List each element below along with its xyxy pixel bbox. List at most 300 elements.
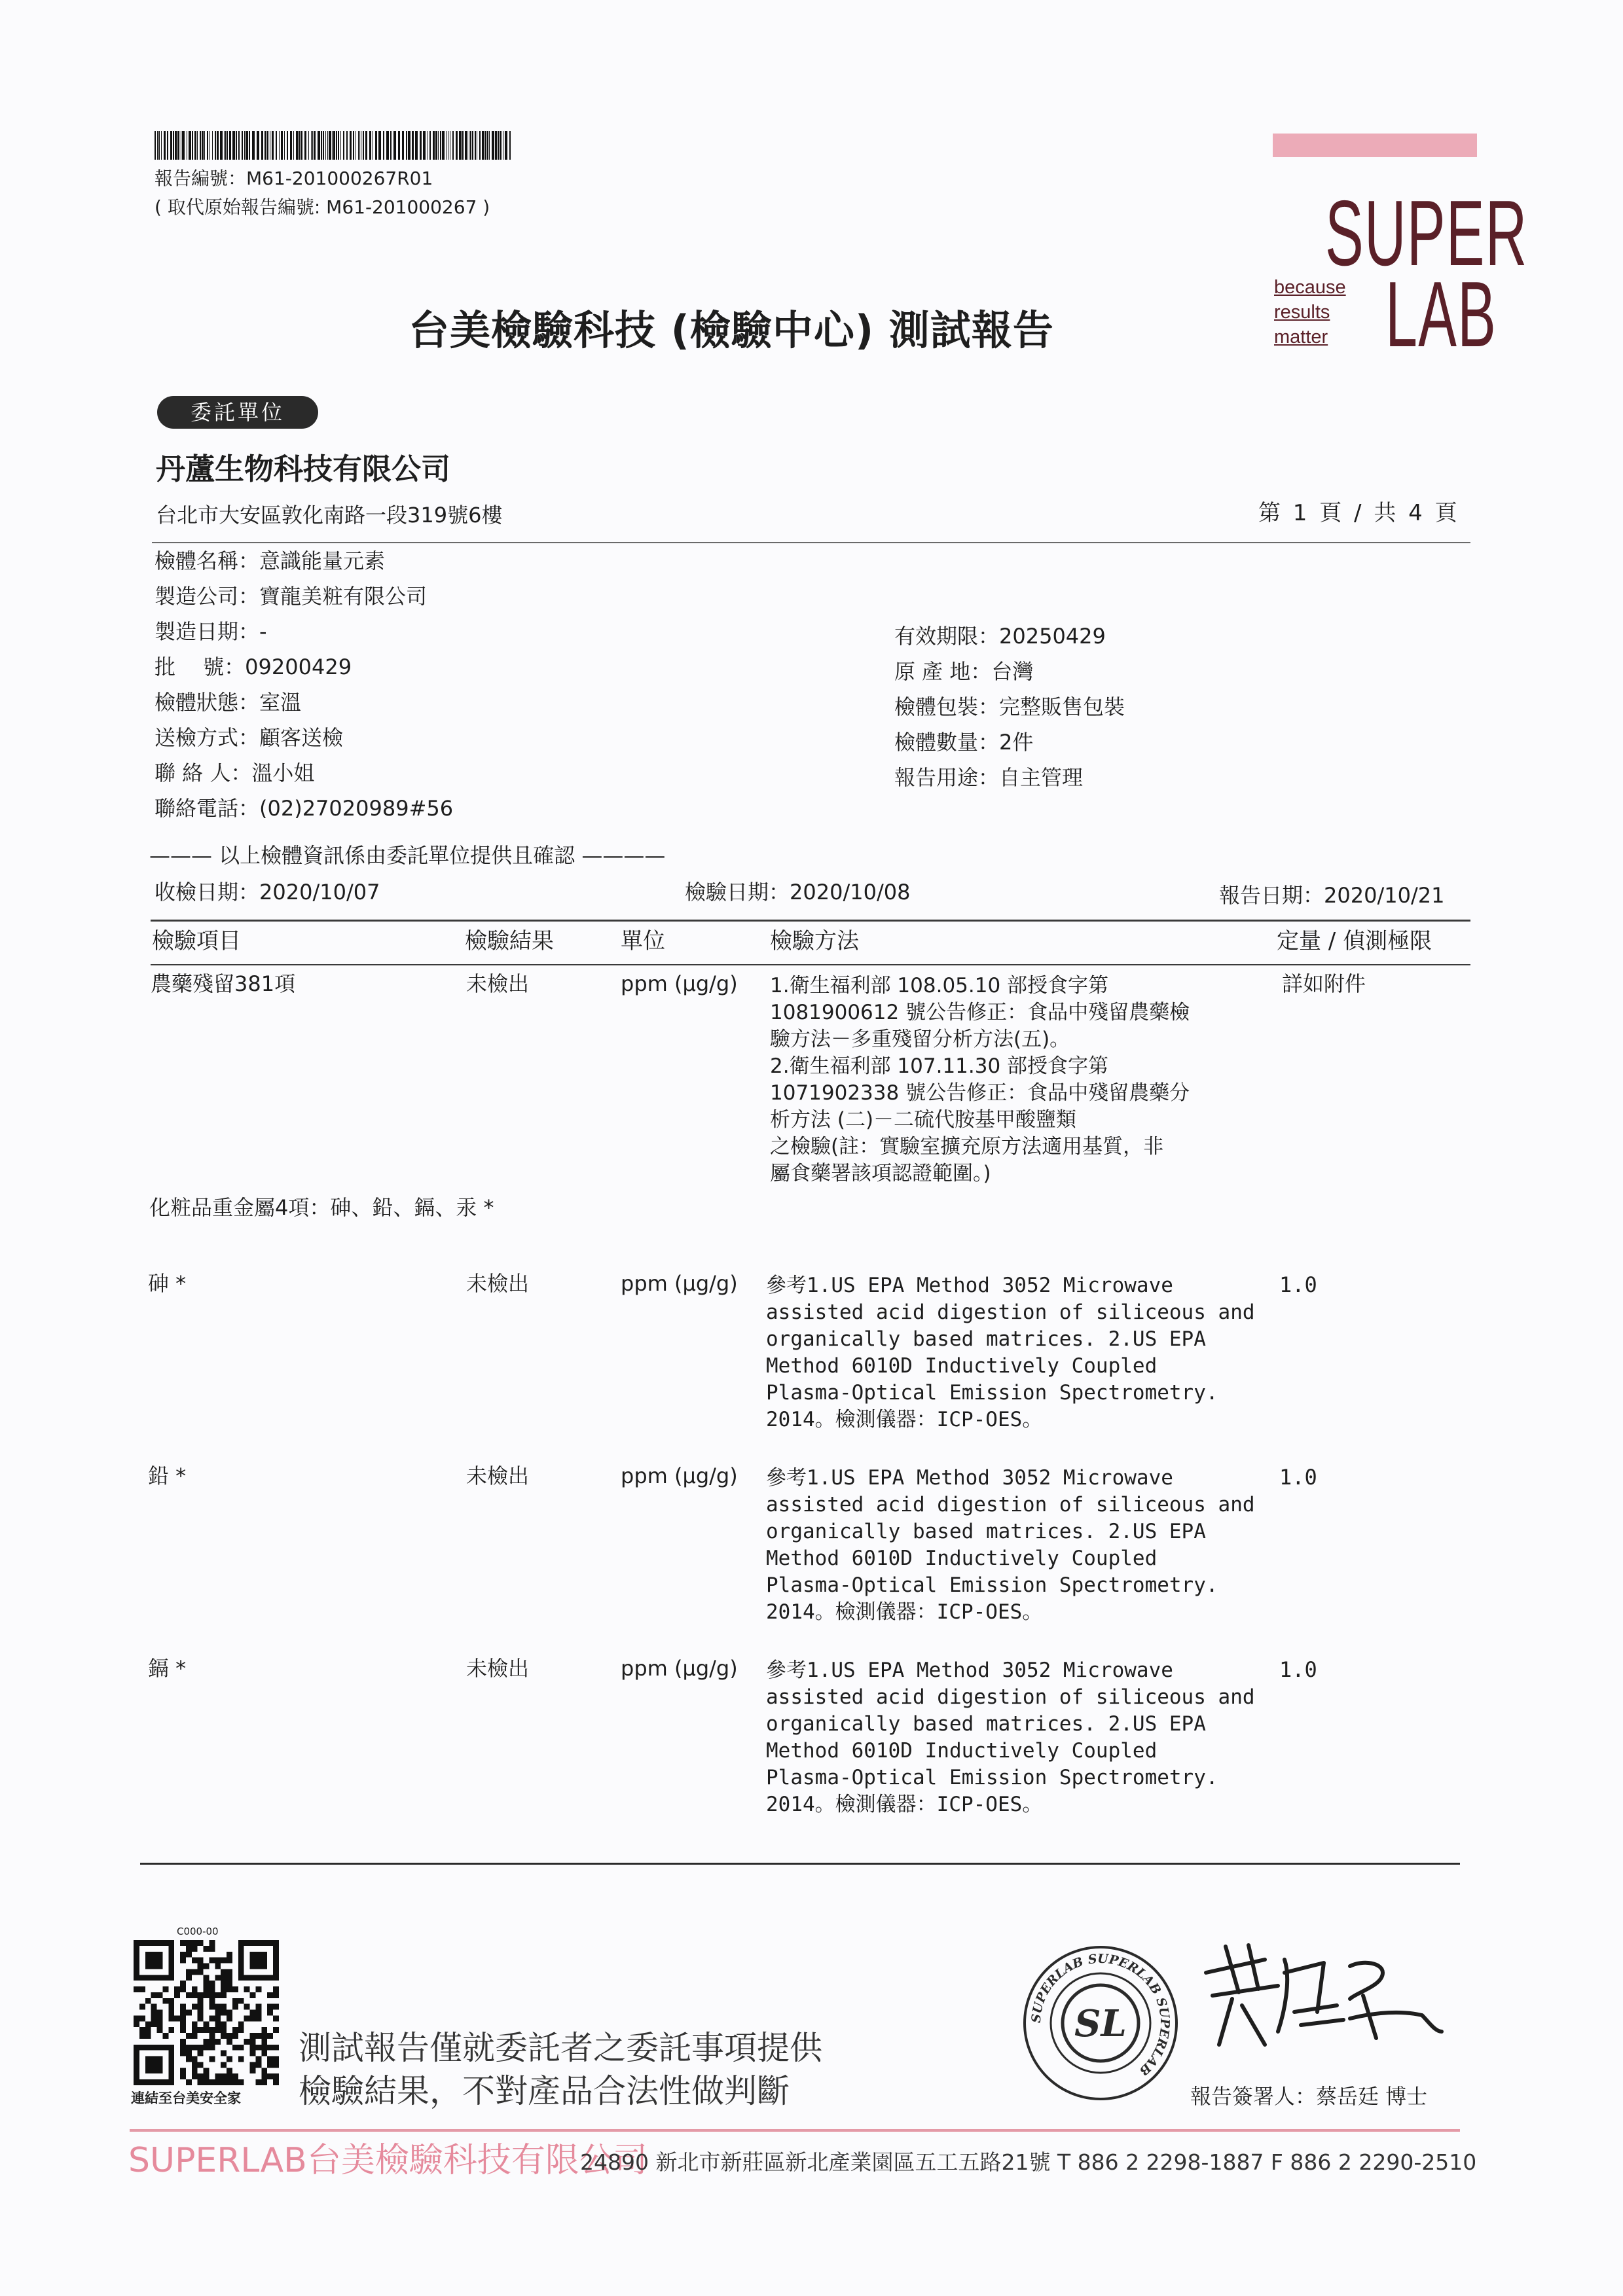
barcode-bar [225, 131, 227, 160]
row-method: 參考1.US EPA Method 3052 Microwave assisted acid digestion of siliceous and organically based matrices. 2.US EPA Method 6010D Inductively Coupled Plasma-Optical Emission Spectrometry. 2014。檢測儀器：ICP-OES。 [766, 1659, 1255, 1816]
row-item: 鉛 * [148, 1463, 187, 1488]
barcode-bar [495, 131, 497, 160]
qr-module [255, 2056, 261, 2062]
qr-module [204, 2027, 210, 2033]
barcode-bar [327, 131, 328, 160]
row-method: 參考1.US EPA Method 3052 Microwave assisted acid digestion of siliceous and organically based matrices. 2.US EPA Method 6010D Inductively Coupled Plasma-Optical Emission Spectrometry. 2014。檢測儀器：ICP-OES。 [766, 1274, 1255, 1431]
qr-module [198, 2004, 204, 2010]
qr-module [209, 2004, 215, 2010]
qr-module [261, 2073, 267, 2079]
barcode-bar [204, 131, 205, 160]
barcode-bar [232, 131, 235, 160]
qr-module [221, 2073, 227, 2079]
barcode-bar [287, 131, 288, 160]
qr-module [151, 2015, 157, 2021]
qr-module [145, 1998, 151, 2004]
qr-module [145, 1952, 163, 1969]
barcode-bar [393, 131, 396, 160]
qr-module [168, 2027, 174, 2033]
qr-module [209, 1986, 215, 1992]
qr-module [145, 2033, 151, 2039]
qr-module [215, 1958, 221, 1964]
barcode-bar [509, 131, 511, 160]
qr-module [204, 2079, 210, 2085]
sample-state: 檢體狀態：室溫 [155, 690, 302, 715]
delivery-method: 送檢方式：顧客送檢 [155, 725, 344, 750]
barcode-bar [279, 131, 280, 160]
qr-module [261, 2027, 267, 2033]
barcode-bar [284, 131, 285, 160]
barcode-bar [487, 131, 488, 160]
qr-module [180, 2051, 186, 2056]
qr-module [232, 2045, 238, 2051]
qr-module [180, 2004, 186, 2010]
qr-module [186, 1969, 192, 1975]
qr-module [227, 2033, 232, 2039]
barcode-bar [452, 131, 454, 160]
barcode-bar [363, 131, 364, 160]
qr-module [273, 2079, 279, 2085]
barcode-bar [170, 131, 172, 160]
date-received: 收檢日期：2020/10/07 [155, 880, 380, 905]
qr-module [238, 2021, 244, 2027]
row-result: 未檢出 [466, 1271, 530, 1296]
qr-module [209, 1946, 215, 1952]
qr-module [204, 1975, 210, 1981]
qr-module [209, 1981, 215, 1986]
qr-module [162, 1986, 168, 1992]
qr-module [255, 2033, 261, 2039]
barcode-bar [281, 131, 283, 160]
qr-module [221, 2051, 227, 2056]
qr-module [267, 1992, 273, 1998]
qr-module [186, 2010, 192, 2016]
qr-module [139, 2027, 145, 2033]
qr-module [151, 2010, 157, 2016]
qr-module [273, 2045, 279, 2051]
barcode-bar [329, 131, 331, 160]
manufacturer: 製造公司：寶龍美粧有限公司 [155, 584, 428, 609]
qr-module [250, 2051, 256, 2056]
barcode-bar [257, 131, 259, 160]
contact-person: 聯 絡 人：溫小姐 [155, 761, 315, 785]
barcode-bar [470, 131, 471, 160]
logo-super-text: SUPER [1325, 181, 1528, 285]
qr-module [180, 1958, 186, 1964]
contact-phone: 聯絡電話：(02)27020989#56 [155, 796, 454, 821]
qr-code-icon[interactable] [134, 1940, 279, 2085]
report-purpose: 報告用途：自主管理 [894, 765, 1084, 790]
qr-module [215, 1964, 221, 1969]
barcode-bar [158, 131, 160, 160]
qr-module [134, 1986, 139, 1992]
row-item: 鎘 * [148, 1656, 187, 1681]
qr-module [238, 2079, 244, 2085]
row-limit: 1.0 [1279, 1657, 1317, 1682]
qr-module [250, 1992, 256, 1998]
qr-module [209, 1940, 215, 1946]
qr-module [180, 1940, 186, 1946]
row-item: 砷 * [148, 1271, 187, 1296]
barcode-bar [314, 131, 316, 160]
barcode-bar [207, 131, 208, 160]
qr-module [180, 1952, 186, 1958]
qr-module [215, 2021, 221, 2027]
qr-module [238, 2056, 244, 2062]
qr-module [180, 2068, 186, 2073]
qr-module [267, 2045, 273, 2051]
page-indicator: 第 1 頁 / 共 4 頁 [1258, 500, 1460, 526]
barcode-bar [173, 131, 174, 160]
qr-module [250, 2068, 256, 2073]
qr-module [215, 1992, 221, 1998]
qr-module [198, 1992, 204, 1998]
qr-module [180, 2015, 186, 2021]
qr-module [157, 2015, 163, 2021]
qr-module [232, 2004, 238, 2010]
qr-module [192, 1946, 198, 1952]
barcode-bar [192, 131, 193, 160]
barcode-bar [462, 131, 464, 160]
seal-ring-text: SUPERLAB SUPERLAB SUPERLAB [1029, 1951, 1173, 2079]
qr-module [209, 2056, 215, 2062]
barcode-bar [408, 131, 410, 160]
barcode-bar [229, 131, 231, 160]
qr-module [255, 2062, 261, 2068]
report-title: 台美檢驗科技 (檢驗中心) 測試報告 [409, 306, 1054, 354]
qr-module [180, 2027, 186, 2033]
row-method: 1.衛生福利部 108.05.10 部授食字第 1081900612 號公告修正：食品中殘留農藥檢 驗方法－多重殘留分析方法(五)。 2.衛生福利部 107.11.30 部授食字第 1071902338 號公告修正：食品中殘留農藥分 析方法 (二)－二硫代胺基甲酸鹽類 之檢驗(註：實驗室擴充原方法適用基質，非 屬食藥署該項認證範圍。) [770, 974, 1190, 1185]
qr-module [215, 2039, 221, 2045]
qr-module [204, 2073, 210, 2079]
barcode-bar [429, 131, 431, 160]
qr-module [180, 2073, 186, 2079]
barcode-bar [433, 131, 435, 160]
qr-module [215, 2073, 221, 2079]
barcode-bar [479, 131, 481, 160]
date-inspection: 檢驗日期：2020/10/08 [685, 880, 911, 905]
qr-module [273, 2062, 279, 2068]
qr-module [186, 1940, 192, 1946]
qr-module [273, 2056, 279, 2062]
qr-module [250, 1952, 268, 1969]
company-seal-icon [1021, 1944, 1180, 2102]
client-name: 丹蘆生物科技有限公司 [156, 452, 451, 486]
barcode-bar [369, 131, 371, 160]
barcode-bar [412, 131, 414, 160]
qr-module [244, 2039, 250, 2045]
qr-module [209, 2033, 215, 2039]
header-method: 檢驗方法 [770, 928, 859, 954]
qr-module [198, 2073, 204, 2079]
qr-module [209, 1998, 215, 2004]
qr-module [139, 2015, 145, 2021]
qr-module [186, 1946, 192, 1952]
barcode-bar [343, 131, 344, 160]
qr-module [180, 1986, 186, 1992]
qr-module [267, 2033, 273, 2039]
barcode-bar [338, 131, 339, 160]
qr-module [192, 1969, 198, 1975]
barcode-bar [402, 131, 404, 160]
row-item: 農藥殘留381項 [151, 971, 296, 996]
qr-module [221, 2027, 227, 2033]
barcode-bar [438, 131, 439, 160]
barcode-bar [167, 131, 168, 160]
row-result: 未檢出 [466, 971, 530, 996]
qr-module [151, 2004, 157, 2010]
client-address: 台北市大安區敦化南路一段319號6樓 [156, 503, 503, 528]
qr-module [204, 2021, 210, 2027]
barcode-bar [238, 131, 240, 160]
qr-module [227, 2068, 232, 2073]
qr-module [267, 2004, 273, 2010]
barcode-bar [227, 131, 228, 160]
qr-module [192, 2021, 198, 2027]
qr-module [215, 2027, 221, 2033]
barcode-bar [177, 131, 179, 160]
barcode-bar [293, 131, 294, 160]
barcode-bar [246, 131, 248, 160]
sample-quantity: 檢體數量：2件 [894, 730, 1034, 755]
barcode-bar [336, 131, 337, 160]
qr-module [139, 2004, 145, 2010]
qr-module [227, 1981, 232, 1986]
barcode-bar [398, 131, 400, 160]
barcode-bar [350, 131, 352, 160]
barcode-bar [482, 131, 484, 160]
provided-note: ——— 以上檢體資訊係由委託單位提供且確認 ———— [149, 843, 666, 868]
qr-module [215, 1975, 221, 1981]
barcode-bar [383, 131, 384, 160]
header-unit: 單位 [621, 928, 665, 954]
row-result: 未檢出 [466, 1656, 530, 1681]
qr-module [209, 1992, 215, 1998]
qr-module [244, 2015, 250, 2021]
qr-code-label: C000-00 [177, 1926, 219, 1937]
group-heading: 化粧品重金屬4項：砷、鉛、鎘、汞 * [149, 1195, 494, 1220]
barcode-bar [164, 131, 166, 160]
barcode-bar [420, 131, 422, 160]
barcode-bar [353, 131, 354, 160]
barcode-bar [435, 131, 437, 160]
footer-rule [140, 1863, 1460, 1865]
barcode [155, 131, 512, 160]
qr-module [221, 1975, 227, 1981]
qr-module [186, 2079, 192, 2085]
barcode-bar [446, 131, 447, 160]
qr-module [250, 2039, 256, 2045]
qr-module [204, 2068, 210, 2073]
tagline-line: because [1274, 277, 1346, 298]
barcode-bar [290, 131, 292, 160]
qr-module [151, 1992, 157, 1998]
qr-module [250, 2033, 256, 2039]
qr-module [192, 2045, 198, 2051]
tagline-line: matter [1274, 327, 1328, 348]
qr-module [192, 2033, 198, 2039]
header-result: 檢驗結果 [465, 928, 554, 954]
qr-module [221, 2004, 227, 2010]
qr-module [250, 2045, 256, 2051]
qr-module [198, 1969, 204, 1975]
barcode-bar [194, 131, 196, 160]
row-method: 參考1.US EPA Method 3052 Microwave assisted acid digestion of siliceous and organically based matrices. 2.US EPA Method 6010D Inductively Coupled Plasma-Optical Emission Spectrometry. 2014。檢測儀器：ICP-OES。 [766, 1466, 1255, 1624]
barcode-bar [378, 131, 381, 160]
barcode-bar [359, 131, 360, 160]
qr-module [168, 2004, 174, 2010]
barcode-bar [308, 131, 309, 160]
qr-module [209, 2045, 215, 2051]
barcode-bar [215, 131, 216, 160]
barcode-bar [236, 131, 237, 160]
qr-module [157, 2027, 163, 2033]
qr-module [215, 2079, 221, 2085]
qr-module [134, 2021, 139, 2027]
qr-module [204, 1946, 210, 1952]
qr-module [157, 2021, 163, 2027]
qr-module [145, 2021, 151, 2027]
barcode-bar [475, 131, 476, 160]
qr-module [186, 2045, 192, 2051]
barcode-bar [175, 131, 177, 160]
barcode-bar [442, 131, 445, 160]
barcode-bar [249, 131, 250, 160]
qr-module [232, 2073, 238, 2079]
barcode-bar [406, 131, 407, 160]
qr-module [174, 1992, 180, 1998]
barcode-bar [200, 131, 201, 160]
qr-module [209, 2039, 215, 2045]
qr-module [227, 1958, 232, 1964]
barcode-bar [492, 131, 494, 160]
barcode-bar [323, 131, 324, 160]
qr-module [204, 1964, 210, 1969]
barcode-bar [244, 131, 246, 160]
qr-module [198, 1998, 204, 2004]
qr-module [221, 2079, 227, 2085]
qr-module [209, 1958, 215, 1964]
qr-module [227, 2010, 232, 2016]
barcode-bar [485, 131, 486, 160]
packaging: 檢體包裝：完整販售包裝 [894, 694, 1125, 719]
barcode-bar [301, 131, 302, 160]
qr-module [180, 2021, 186, 2027]
qr-module [255, 2015, 261, 2021]
barcode-bar [375, 131, 377, 160]
qr-module [261, 2033, 267, 2039]
barcode-bar [304, 131, 306, 160]
qr-module [198, 1964, 204, 1969]
signer: 報告簽署人：蔡岳廷 博士 [1190, 2084, 1428, 2109]
qr-module [232, 2079, 238, 2085]
qr-module [215, 2010, 221, 2016]
qr-module [192, 2004, 198, 2010]
barcode-bar [423, 131, 426, 160]
qr-module [204, 1986, 210, 1992]
qr-module [198, 1940, 204, 1946]
qr-module [273, 1992, 279, 1998]
barcode-bar [365, 131, 367, 160]
qr-module [145, 2027, 151, 2033]
qr-module [261, 2039, 267, 2045]
qr-module [221, 1969, 227, 1975]
qr-module [198, 2051, 204, 2056]
barcode-bar [264, 131, 266, 160]
barcode-bar [459, 131, 462, 160]
qr-module [238, 2045, 244, 2051]
qr-module [238, 2027, 244, 2033]
qr-module [227, 1952, 232, 1958]
qr-module [250, 2062, 256, 2068]
expiry-date: 有效期限：20250429 [894, 624, 1106, 649]
qr-module [180, 2045, 186, 2051]
qr-module [186, 1975, 192, 1981]
barcode-bar [217, 131, 219, 160]
qr-module [180, 1981, 186, 1986]
qr-module [186, 1992, 192, 1998]
barcode-bar [261, 131, 263, 160]
qr-module [198, 2027, 204, 2033]
qr-caption: 連結至台美安全家 [131, 2090, 241, 2106]
qr-module [192, 2062, 198, 2068]
qr-module [198, 2045, 204, 2051]
qr-module [227, 2073, 232, 2079]
qr-module [221, 1986, 227, 1992]
qr-module [192, 2056, 198, 2062]
qr-module [261, 2045, 267, 2051]
qr-module [204, 2045, 210, 2051]
qr-module [209, 2015, 215, 2021]
qr-module [255, 2004, 261, 2010]
barcode-bar [189, 131, 191, 160]
barcode-bar [242, 131, 243, 160]
qr-module [221, 1992, 227, 1998]
barcode-bar [390, 131, 392, 160]
barcode-bar [333, 131, 335, 160]
footer-company: SUPERLAB台美檢驗科技有限公司 [128, 2141, 647, 2180]
manufacture-date: 製造日期：- [155, 619, 267, 644]
qr-module [168, 1998, 174, 2004]
qr-module [221, 2010, 227, 2016]
qr-module [244, 1986, 250, 1992]
qr-module [273, 2073, 279, 2079]
qr-module [232, 1998, 238, 2004]
qr-module [192, 2027, 198, 2033]
qr-module [273, 2004, 279, 2010]
qr-module [174, 1986, 180, 1992]
row-unit: ppm (μg/g) [621, 1271, 738, 1296]
header-limit: 定量 / 偵測極限 [1277, 928, 1432, 954]
barcode-bar [212, 131, 213, 160]
qr-module [227, 1986, 232, 1992]
barcode-bar [299, 131, 300, 160]
barcode-bar [456, 131, 458, 160]
table-top-rule [151, 920, 1470, 922]
logo-accent-bar [1273, 134, 1477, 157]
qr-module [209, 2027, 215, 2033]
footer-accent-rule [130, 2129, 1460, 2132]
divider [152, 542, 1470, 543]
barcode-bar [267, 131, 268, 160]
qr-module [198, 2015, 204, 2021]
qr-module [198, 2010, 204, 2016]
barcode-bar [346, 131, 348, 160]
qr-module [151, 2021, 157, 2027]
barcode-bar [197, 131, 198, 160]
qr-module [227, 2056, 232, 2062]
qr-module [204, 1981, 210, 1986]
